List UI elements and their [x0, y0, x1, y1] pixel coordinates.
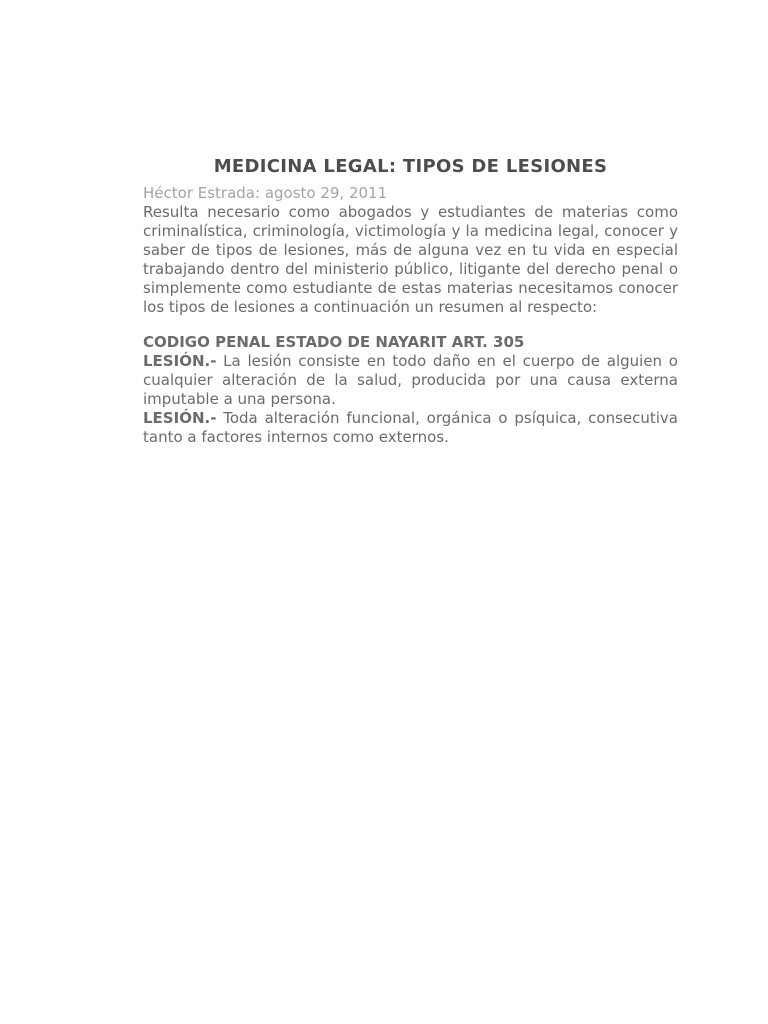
article-byline: Héctor Estrada: agosto 29, 2011: [143, 184, 388, 202]
intro-paragraph: Resulta necesario como abogados y estudiantes de materias como criminalística, criminología, victimología y la medicina legal, conocer y saber de tipos de lesiones, más de alguna vez en tu vida en especial trabajando dentro del ministerio público, litigante del derecho penal o simplemente como estudiante de estas materias necesitamos conocer los tipos de lesiones a continuación un resumen al respecto:: [143, 203, 678, 316]
document-page: [143, 156, 678, 447]
definition-1-text: La lesión consiste en todo daño en el cuerpo de alguien o cualquier alteración de la salud, producida por una causa externa imputable a una persona.: [143, 352, 678, 408]
definition-2-text: Toda alteración funcional, orgánica o psíquica, consecutiva tanto a factores internos como externos.: [143, 409, 678, 446]
definition-2: [143, 409, 678, 447]
definition-2-term: LESIÓN.-: [143, 409, 217, 427]
article-title: MEDICINA LEGAL: TIPOS DE LESIONES: [213, 156, 608, 177]
definition-1: [143, 352, 678, 409]
section-heading: CODIGO PENAL ESTADO DE NAYARIT ART. 305: [143, 333, 525, 351]
definition-1-term: LESIÓN.-: [143, 352, 217, 370]
